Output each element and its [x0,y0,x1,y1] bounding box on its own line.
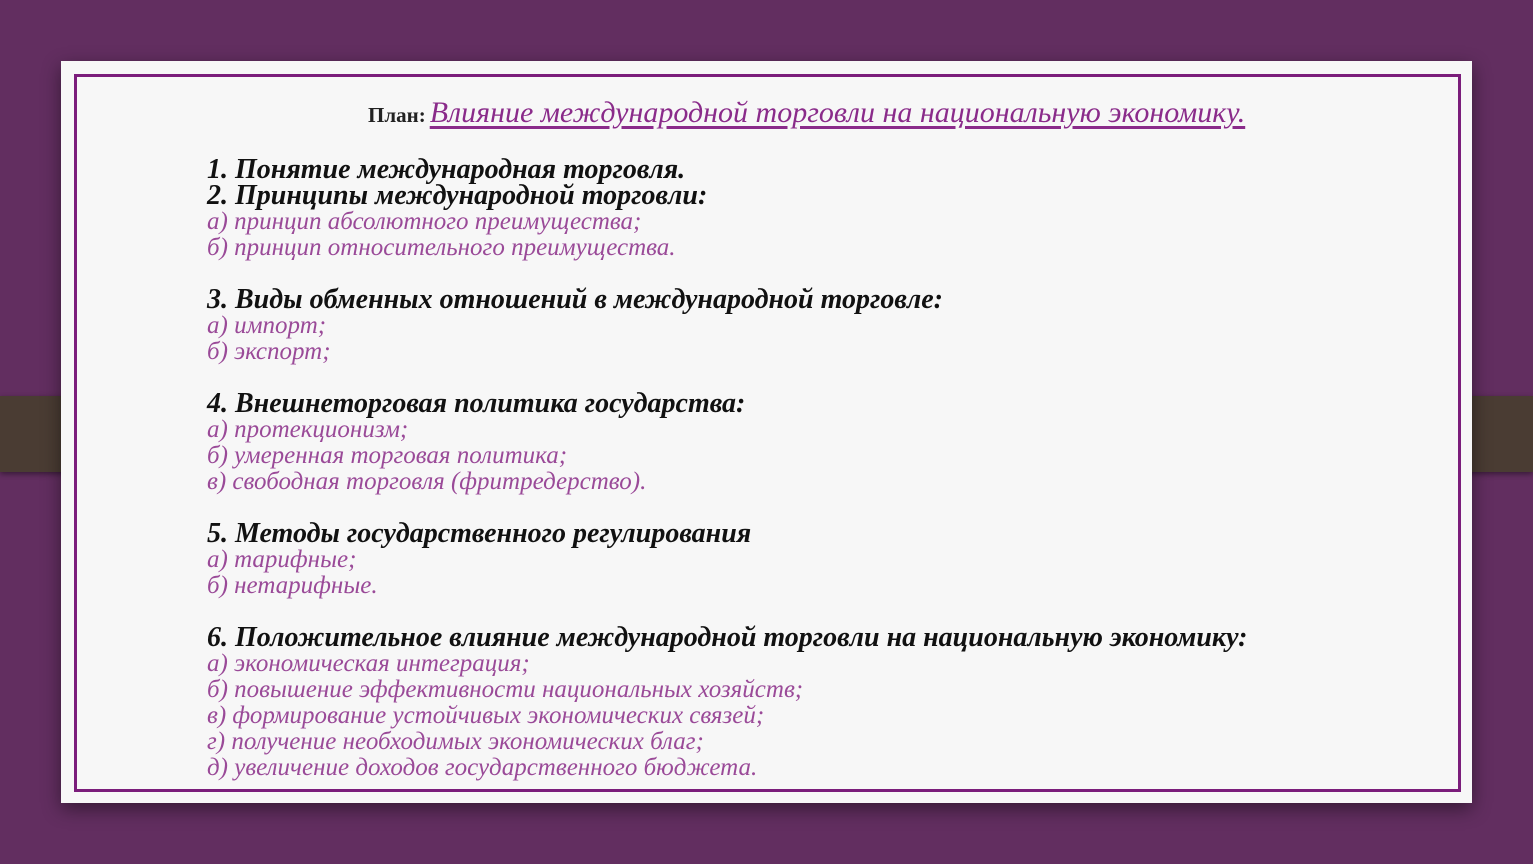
section-item: б) экспорт; [207,338,331,365]
section-item: в) формирование устойчивых экономических связей; [207,702,765,729]
plan-section-6 [207,622,1437,781]
section-item: в) свободная торговля (фритредерство). [207,468,647,495]
section-heading: 6. Положительное влияние международной торговли на национальную экономику: [207,622,1248,653]
section-item: б) принцип относительного преимущества. [207,234,676,261]
section-heading: 2. Принципы международной торговли: [207,180,708,211]
plan-section-4 [207,388,1437,495]
section-item: д) увеличение доходов государственного бюджета. [207,754,758,781]
slide-title [368,95,1245,136]
title-text: Влияние международной торговли на национальную экономику. [429,96,1246,129]
section-heading: 5. Методы государственного регулирования [207,518,752,549]
section-heading: 3. Виды обменных отношений в международной торговле: [207,284,943,315]
section-item: а) протекционизм; [207,416,409,443]
section-item: б) повышение эффективности национальных хозяйств; [207,676,804,703]
section-item: а) экономическая интеграция; [207,650,530,677]
section-item: г) получение необходимых экономических благ; [207,728,704,755]
plan-section-5 [207,518,1437,599]
section-item: б) умеренная торговая политика; [207,442,568,469]
section-heading: 4. Внешнеторговая политика государства: [207,388,746,419]
section-item: а) импорт; [207,312,327,339]
plan-list [207,154,1437,781]
title-label: План: [368,103,426,127]
slide-card [61,61,1472,803]
section-item: б) нетарифные. [207,572,378,599]
section-item: а) тарифные; [207,546,357,573]
section-heading: 1. Понятие международная торговля. [207,154,686,185]
plan-section-3 [207,284,1437,365]
section-item: а) принцип абсолютного преимущества; [207,208,642,235]
plan-section-2 [207,180,1437,261]
